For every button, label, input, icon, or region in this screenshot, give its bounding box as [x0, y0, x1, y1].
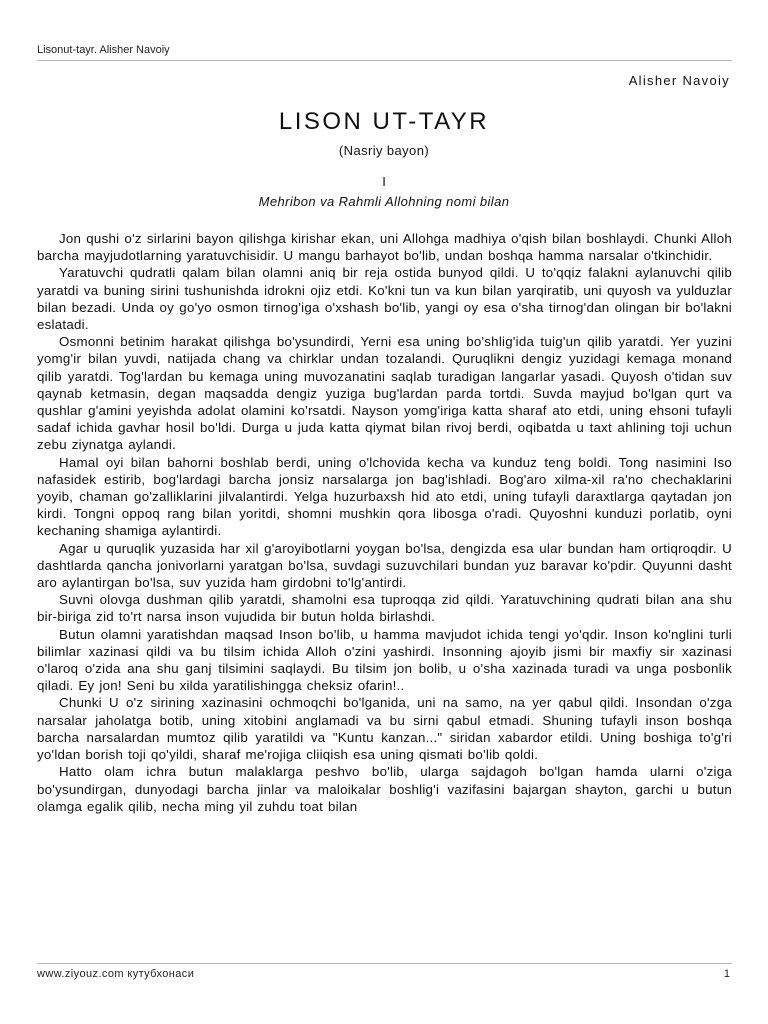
- header-divider: [37, 60, 732, 61]
- paragraph: Suvni olovga dushman qilib yaratdi, shamolni esa tuproqqa zid qildi. Yaratuvchining qudrati bilan ana shu bir-biriga zid to'rt narsa inson vujudida bir butun holda birlashdi.: [37, 592, 732, 625]
- paragraph: Butun olamni yaratishdan maqsad Inson bo'lib, u hamma mavjudot ichida tengi yo'qdir. Inson ko'nglini turli bilimlar xazinasi qildi va bu tilsim ichida Alloh o'zini yashirdi. Insonning ajoyib jismi bir maxfiy sir xazinasi o'laroq o'zida ana shu ganj tilsimini saqlaydi. Bu tilsim jon bolib, u o'sha xazinada turadi va unga posbonlik qiladi. Ey jon! Seni bu xilda yaratilishingga cheksiz ofarin!..: [37, 626, 732, 694]
- author-name: Alisher Navoiy: [628, 73, 730, 88]
- footer-divider: [37, 963, 732, 964]
- basmala-heading: Mehribon va Rahmli Allohning nomi bilan: [258, 194, 510, 209]
- footer-source: www.ziyouz.com кутубхонаси: [37, 968, 195, 980]
- paragraph: Hatto olam ichra butun malaklarga peshvo bo'lib, ularga sajdagoh bo'lgan hamda ularni o'ziga bo'ysundirgan, dunyodagi barcha jinlar va maloikalar boshlig'i vazifasini bajargan shayton, garchi u butun olamga egalik qilib, necha ming yil zuhdu toat bilan: [37, 764, 732, 814]
- body-text: [37, 230, 732, 815]
- running-header: Lisonut-tayr. Alisher Navoiy: [37, 44, 170, 56]
- paragraph: Osmonni betinim harakat qilishga bo'ysundirdi, Yerni esa uning bo'shlig'ida tuig'un qilib yaratdi. Yer yuzini yomg'ir bilan yuvdi, natijada chang va chirklar undan tozalandi. Quruqlikni dengiz yuzidagi kemaga monand qilib yaratdi. Tog'lardan bu kemaga uning muvozanatini saqlab turadigan langarlar yasadi. Quyosh o'tidan suv qaynab ketmasin, degan maqsadda dengiz yuziga bug'lardan parda tortdi. Suvda mayjud bo'lgan qurt va qushlar g'amini yeyishda adolat olamini ko'rsatdi. Nayson yomg'iriga katta sharaf ato etdi, uning ehsoni tufayli sadaf ichida gavhar hosil bo'ldi. Durga u juda katta qiymat bilan rivoj berdi, oqibatda u taxt ahlining toji uchun zebu ziynatga aylandi.: [37, 334, 732, 453]
- paragraph: Jon qushi o'z sirlarini bayon qilishga kirishar ekan, uni Allohga madhiya o'qish bilan boshlaydi. Chunki Alloh barcha mayjudotlarning yaratuvchisidir. U mangu barhayot bo'lib, undan boshqa hamma narsalar o'tkinchidir.: [37, 231, 732, 264]
- page-number: 1: [723, 968, 730, 980]
- document-subtitle: (Nasriy bayon): [338, 143, 430, 158]
- paragraph: Hamal oyi bilan bahorni boshlab berdi, uning o'lchovida kecha va kunduz teng boldi. Tong nasimini Iso nafasidek estirib, bog'lardagi barcha jonsiz narsalarga jon bag'ishladi. Bog'aro xilma-xil ra'no chechaklarini yoyib, chaman go'zalliklarini jilvalantirdi. Yelga huzurbaxsh hid ato etdi, uning tufayli daraxtlarga qaytadan jon kirdi. Tongni oppoq rang bilan yoritdi, shomni mushkin qora libosga o'radi. Quyoshni kunduzi porlatib, oyni kechaning shamiga aylantirdi.: [37, 454, 732, 539]
- document-title: LISON UT-TAYR: [278, 108, 490, 135]
- paragraph: Chunki U o'z sirining xazinasini ochmoqchi bo'lganida, uni na samo, na yer qabul qildi. Insondan o'zga narsalar jaholatga botib, uning xitobini anglamadi va bu sirni qabul etmadi. Shuning tufayli inson boshqa barcha narsalardan mumtoz qilib yaratildi va "Kuntu kanzan..." siridan xabardor etildi. Uning boshiga to'g'ri yo'ldan borish toji qo'yildi, sharaf me'rojiga cliiqish esa uning qismati bo'lib qoldi.: [37, 695, 732, 763]
- paragraph: Yaratuvchi qudratli qalam bilan olamni aniq bir reja ostida bunyod qildi. U to'qqiz falakni aylanuvchi qilib yaratdi va buning sirini tushunishda idrokni ojiz etdi. Ko'kni tun va kun bilan yarqiratib, uni quyosh va yulduzlar bilan bezadi. Unda oy go'yo osmon tirnog'iga o'xshash bo'lib, yangi oy esa o'sha tirnog'dan olingan bir bo'lakni eslatadi.: [37, 265, 732, 333]
- section-number: I: [382, 174, 386, 189]
- paragraph: Agar u quruqlik yuzasida har xil g'aroyibotlarni yoygan bo'lsa, dengizda esa ular bundan ham ortiqroqdir. U dashtlarda qancha jonivorlarni yaratgan bo'lsa, suvdagi suzuvchilari bundan yuz baravar ko'pdir. Quyunni dasht aro aylantirgan bo'lsa, suv yuzida ham girdobni to'lg'antirdi.: [37, 540, 732, 591]
